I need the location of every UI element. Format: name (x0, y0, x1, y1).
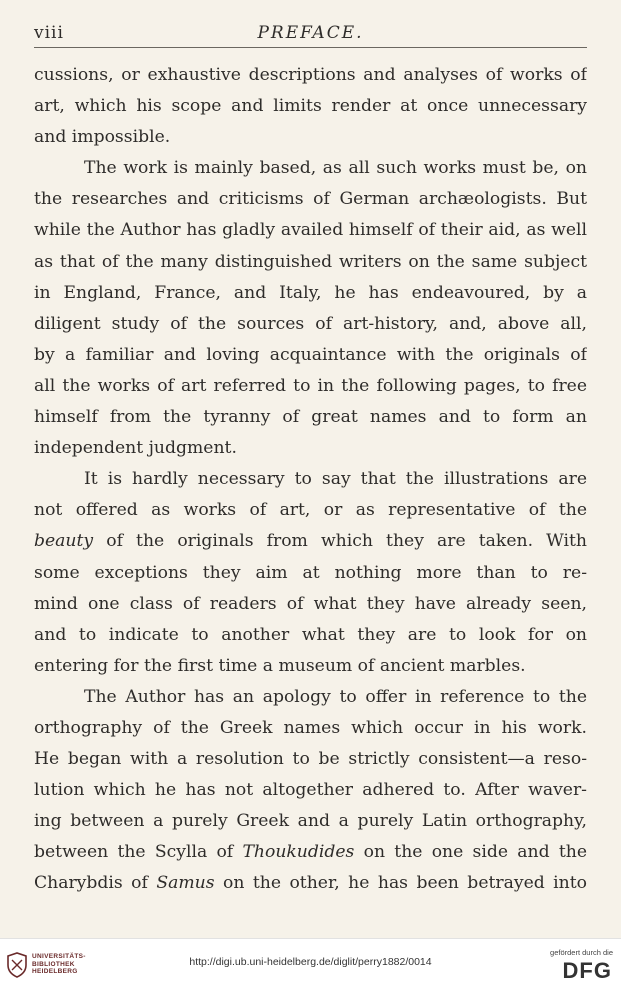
text-fragment: on the other, he has been betrayed into (223, 873, 587, 894)
text-line: and to indicate to another what they are to look for on (34, 624, 587, 645)
text-line (34, 837, 587, 868)
text-line: not offered as works of art, or as representative of the (34, 500, 587, 521)
page-header (34, 23, 587, 47)
text-line: cussions, or exhaustive descriptions and analyses of works of (34, 65, 587, 85)
text-line: lution which he has not altogether adhered to. After waver- (34, 780, 587, 801)
italic-word: Samus (156, 873, 215, 894)
text-fragment: of the originals from which they are taken. With (106, 531, 587, 552)
source-url-link[interactable]: http://digi.ub.uni-heidelberg.de/diglit/perry1882/0014 (189, 956, 432, 968)
library-name: UNIVERSITÄTS- BIBLIOTHEK HEIDELBERG (32, 953, 86, 975)
text-line: mind one class of readers of what they have already seen, (34, 593, 587, 614)
dfg-logo: DFG (562, 958, 612, 983)
text-line: some exceptions they aim at nothing more than to re- (34, 562, 587, 583)
text-line: ing between a purely Greek and a purely Latin orthography, (34, 811, 587, 832)
text-line: and impossible. (34, 127, 171, 148)
italic-word: beauty (34, 531, 94, 552)
page-number: viii (34, 23, 64, 43)
text-line: He began with a resolution to be strictly consistent—a reso- (34, 749, 587, 770)
italic-word: Thoukudides (242, 842, 355, 863)
text-line: all the works of art referred to in the following pages, to free (34, 375, 587, 396)
text-line: entering for the first time a museum of ancient marbles. (34, 655, 526, 676)
digitization-footer (0, 938, 621, 990)
text-line: by a familiar and loving acquaintance with the originals of (34, 344, 587, 365)
body-text (34, 60, 587, 900)
running-title: PREFACE. (257, 23, 364, 43)
header-rule (34, 47, 587, 48)
text-line: The work is mainly based, as all such works must be, on (84, 158, 587, 179)
text-line: orthography of the Greek names which occur in his work. (34, 717, 587, 738)
text-fragment: on the one side and the (363, 842, 587, 863)
text-line: art, which his scope and limits render at once unnecessary (34, 96, 587, 117)
text-line: The Author has an apology to offer in reference to the (84, 686, 587, 707)
text-line (34, 868, 587, 899)
text-line: diligent study of the sources of art-history, and, above all, (34, 313, 587, 334)
funding-note: gefördert durch die (550, 948, 613, 957)
text-fragment: Charybdis of (34, 873, 148, 894)
text-line: the researches and criticisms of German archæologists. But (34, 189, 587, 210)
text-line (34, 526, 587, 557)
text-line: himself from the tyranny of great names and to form an (34, 407, 587, 428)
text-line: It is hardly necessary to say that the illustrations are (84, 469, 587, 490)
text-fragment: between the Scylla of (34, 842, 234, 863)
text-line: independent judgment. (34, 438, 237, 459)
text-line: while the Author has gladly availed himself of their aid, as well (34, 220, 587, 241)
text-line: in England, France, and Italy, he has endeavoured, by a (34, 282, 587, 303)
text-line: as that of the many distinguished writers on the same subject (34, 251, 587, 272)
